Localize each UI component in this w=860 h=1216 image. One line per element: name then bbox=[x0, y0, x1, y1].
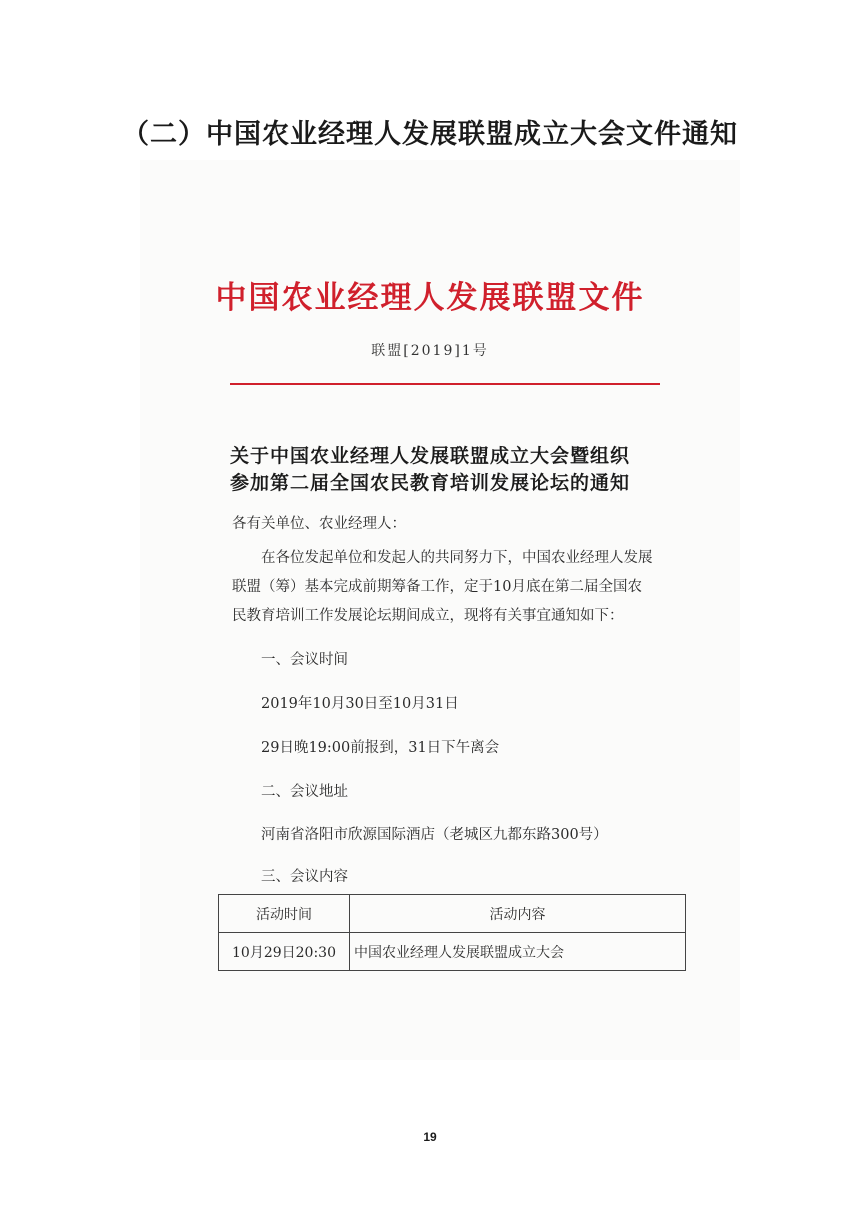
table-row bbox=[219, 933, 686, 971]
schedule-table bbox=[218, 894, 686, 971]
section-2-heading: 二、会议地址 bbox=[261, 784, 348, 800]
document-header: 中国农业经理人发展联盟文件 bbox=[215, 280, 645, 316]
notice-title-line-1: 关于中国农业经理人发展联盟成立大会暨组织 bbox=[229, 445, 630, 467]
header-cell-content: 活动内容 bbox=[350, 895, 686, 933]
meeting-address: 河南省洛阳市欣源国际酒店（老城区九都东路300号） bbox=[261, 827, 608, 843]
cell-content: 中国农业经理人发展联盟成立大会 bbox=[350, 933, 686, 971]
section-1-heading: 一、会议时间 bbox=[261, 652, 348, 668]
notice-title-line-2: 参加第二届全国农民教育培训发展论坛的通知 bbox=[229, 472, 630, 494]
cell-time: 10月29日20:30 bbox=[219, 933, 350, 971]
meeting-date: 2019年10月30日至10月31日 bbox=[261, 696, 459, 712]
salutation: 各有关单位、农业经理人： bbox=[232, 516, 406, 532]
header-cell-time: 活动时间 bbox=[219, 895, 350, 933]
intro-line-3: 民教育培训工作发展论坛期间成立，现将有关事宜通知如下： bbox=[232, 608, 624, 624]
intro-line-2: 联盟（筹）基本完成前期筹备工作，定于10月底在第二届全国农 bbox=[232, 579, 642, 595]
notice-body bbox=[232, 544, 682, 631]
section-title: （二）中国农业经理人发展联盟成立大会文件通知 bbox=[122, 119, 738, 150]
table-header-row bbox=[219, 895, 686, 933]
red-divider bbox=[230, 383, 660, 385]
section-3-heading: 三、会议内容 bbox=[261, 869, 348, 885]
checkin-info: 29日晚19:00前报到，31日下午离会 bbox=[261, 740, 500, 756]
page-number: 19 bbox=[423, 1130, 437, 1144]
intro-line-1: 在各位发起单位和发起人的共同努力下，中国农业经理人发展 bbox=[261, 550, 653, 566]
document-number: 联盟[2019]1号 bbox=[371, 343, 489, 359]
notice-title bbox=[0, 443, 860, 497]
